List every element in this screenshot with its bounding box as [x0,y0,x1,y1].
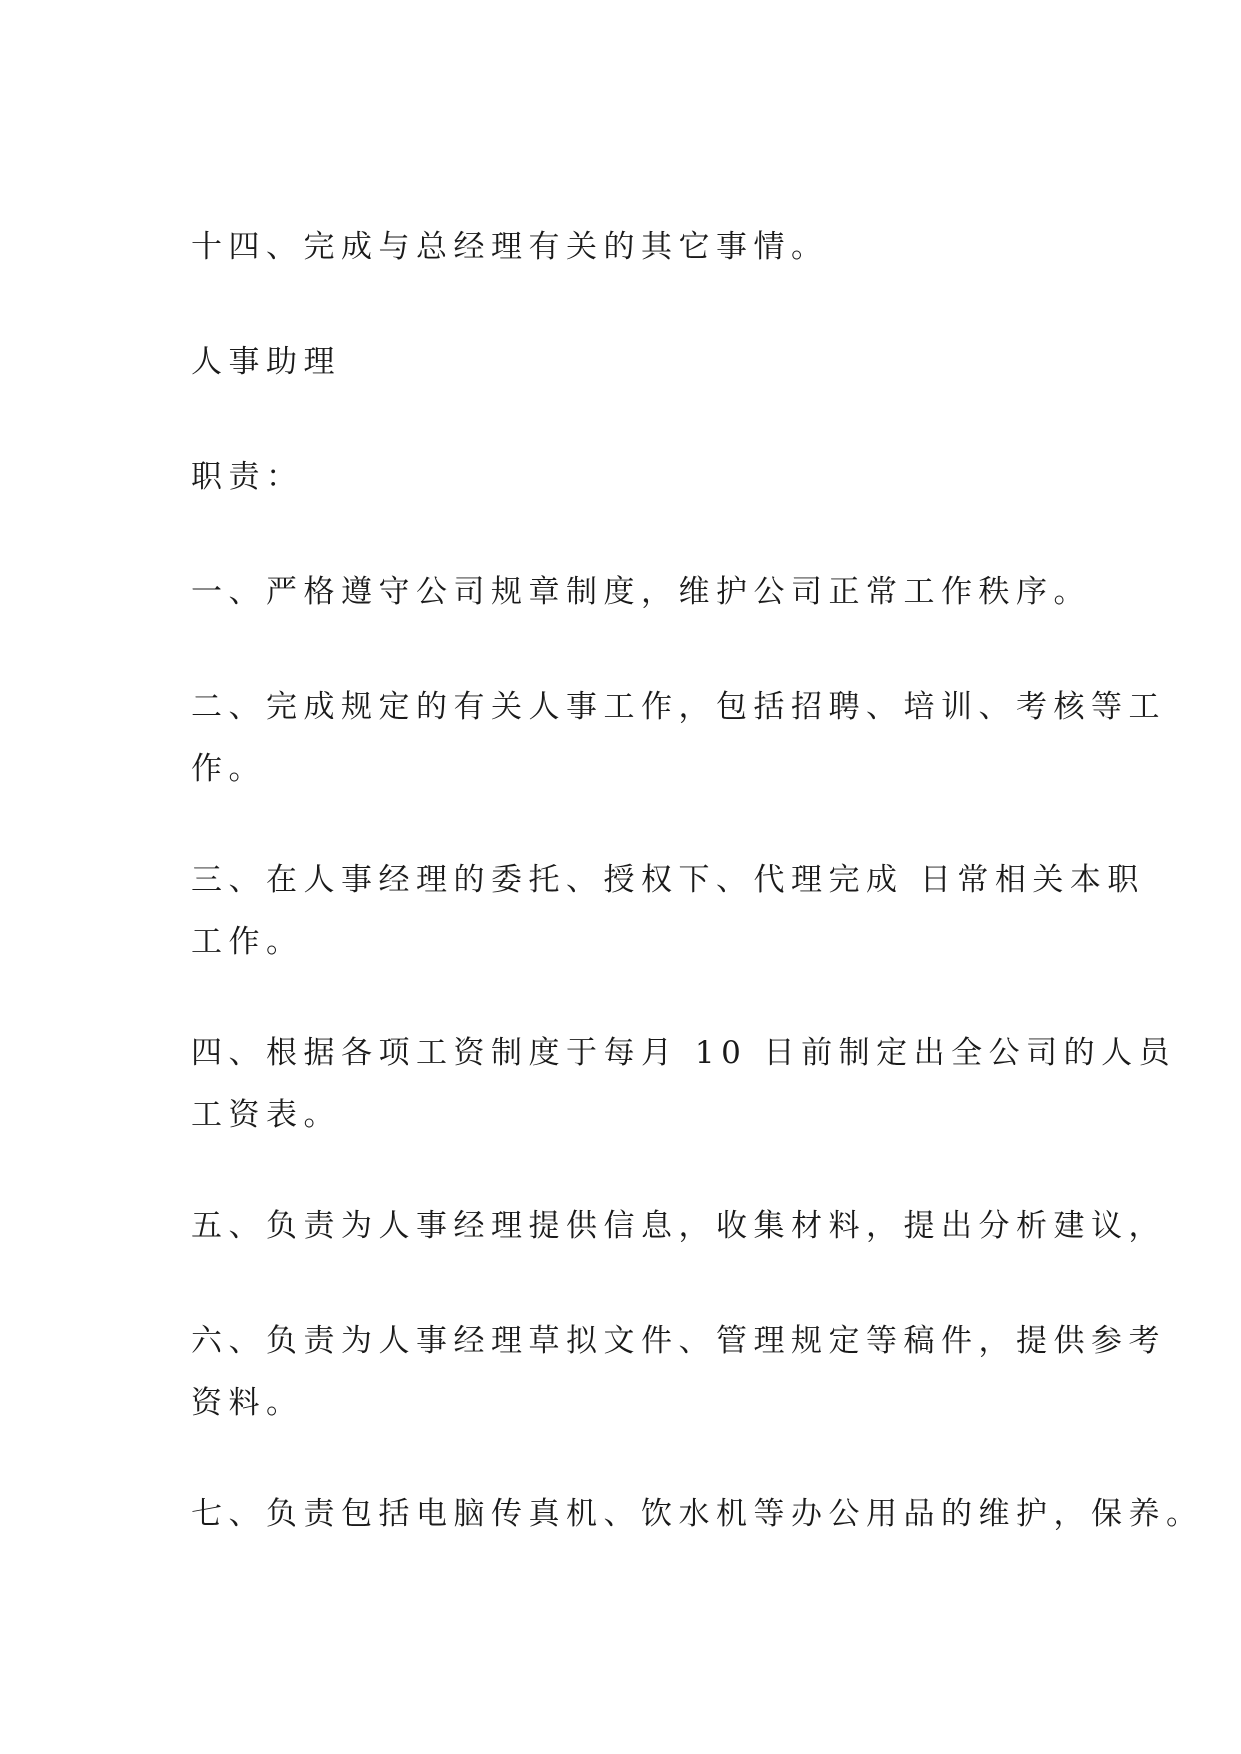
paragraph-item-14 [191,216,1071,278]
duty-item-4 [191,1022,1177,1146]
paragraph-line: 五、负责为人事经理提供信息，收集材料，提出分析建议， [191,1208,1166,1244]
paragraph-line: 七、负责包括电脑传真机、饮水机等办公用品的维护，保养。 [191,1496,1204,1532]
paragraph-line: 作。 [191,751,266,787]
duty-item-7 [191,1483,1204,1545]
paragraph-line: 四、根据各项工资制度于每月 10 日前制定出全公司的人员 [191,1035,1177,1071]
duty-item-5 [191,1195,1166,1257]
paragraph-line: 工资表。 [191,1097,341,1133]
duty-item-2 [191,676,1166,800]
paragraph-line: 职责： [191,459,304,495]
paragraph-line: 人事助理 [191,344,341,380]
duty-item-3 [191,849,1145,973]
duty-item-6 [191,1310,1166,1434]
paragraph-line: 一、严格遵守公司规章制度，维护公司正常工作秩序。 [191,574,1091,610]
duty-item-1 [191,561,1091,623]
paragraph-line: 资料。 [191,1385,304,1421]
paragraph-line: 工作。 [191,924,304,960]
paragraph-line: 二、完成规定的有关人事工作，包括招聘、培训、考核等工 [191,689,1166,725]
section-heading-hr-assistant [191,331,1071,393]
paragraph-line: 六、负责为人事经理草拟文件、管理规定等稿件，提供参考 [191,1323,1166,1359]
paragraph-line: 十四、完成与总经理有关的其它事情。 [191,229,829,265]
duties-label [191,446,1071,508]
paragraph-line: 三、在人事经理的委托、授权下、代理完成 日常相关本职 [191,862,1145,898]
